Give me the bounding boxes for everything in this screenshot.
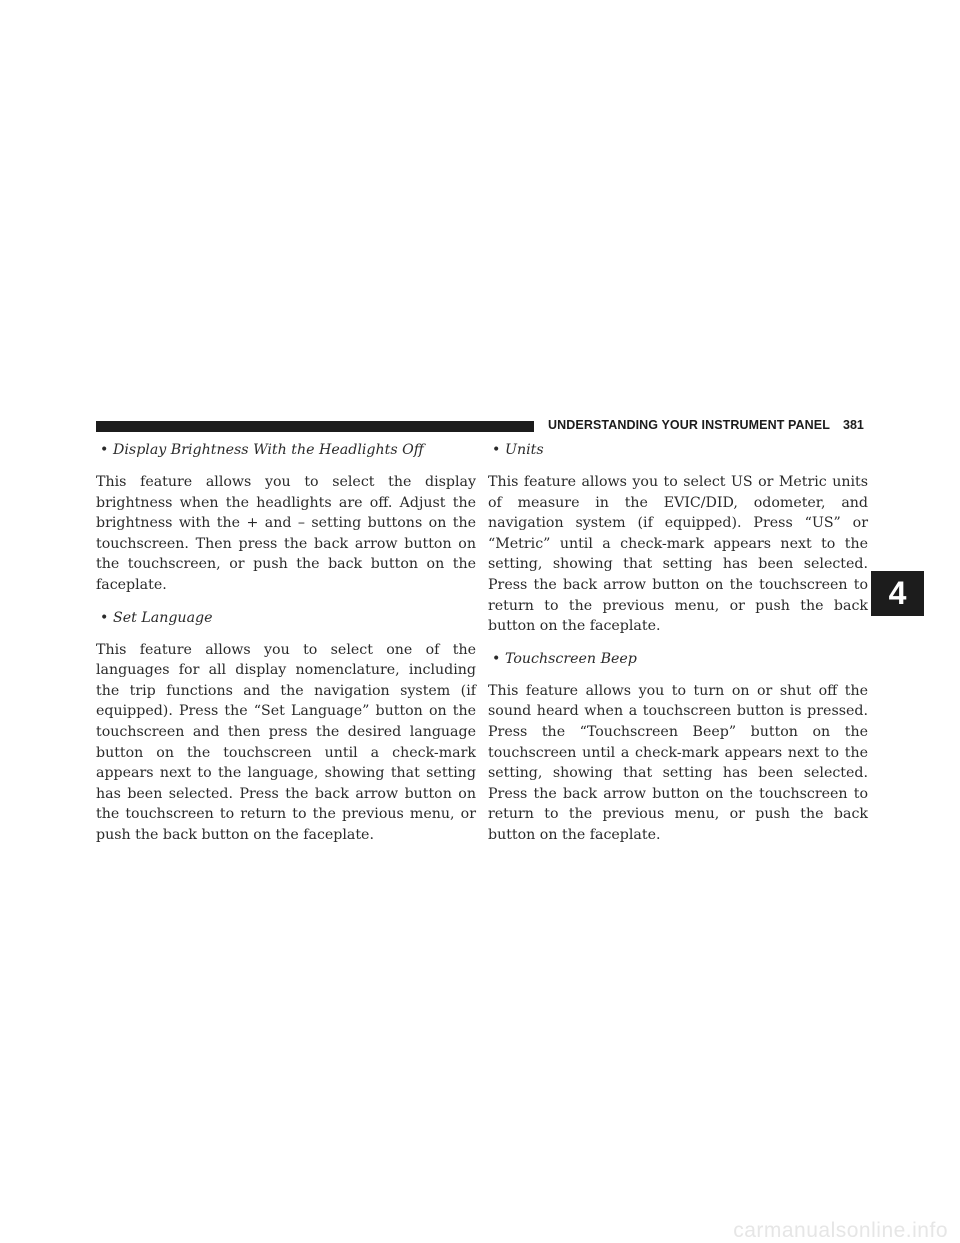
bullet-dot-icon: • xyxy=(100,442,109,458)
section-header-title: UNDERSTANDING YOUR INSTRUMENT PANEL xyxy=(548,418,830,432)
header-rule-bar xyxy=(96,421,534,432)
bullet-heading xyxy=(488,649,868,670)
page-number: 381 xyxy=(843,418,864,432)
left-column xyxy=(96,440,476,858)
chapter-tab: 4 xyxy=(871,571,924,616)
bullet-dot-icon: • xyxy=(100,609,109,626)
body-paragraph: This feature allows you to select the display brightness when the headlights are off. Adjust the brightness with the + and – setting buttons on the touchscreen. Then press the back arrow button on the touchscreen, or push the back button on the faceplate. xyxy=(96,474,476,593)
right-column xyxy=(488,440,868,858)
bullet-heading xyxy=(96,440,476,461)
bullet-heading xyxy=(488,440,868,461)
bullet-heading-text: Display Brightness With the Headlights Off xyxy=(113,442,424,458)
bullet-dot-icon: • xyxy=(492,650,501,667)
footer-watermark: carmanualsonline.info xyxy=(733,1219,948,1242)
body-paragraph: This feature allows you to select US or Metric units of measure in the EVIC/DID, odometer, and navigation system (if equipped). Press “US” or “Metric” until a check-mark appears next to the setting, showing that setting has been selected. Press the back arrow button on the touchscreen to return to the previous menu, or push the back button on the faceplate. xyxy=(488,474,868,635)
bullet-heading-text: Touchscreen Beep xyxy=(505,650,637,667)
body-paragraph: This feature allows you to select one of the languages for all display nomenclature, including the trip functions and the navigation system (if equipped). Press the “Set Language” button on the touchscreen and then press the desired language button on the touchscreen until a check-mark appears next to the language, showing that setting has been selected. Press the back arrow button on the touchscreen to return to the previous menu, or push the back button on the faceplate. xyxy=(96,641,476,843)
body-paragraph: This feature allows you to turn on or shut off the sound heard when a touchscreen button is pressed. Press the “Touchscreen Beep” button on the touchscreen until a check-mark appears next to the setting, showing that setting has been selected. Press the back arrow button on the touchscreen to return to the previous menu, or push the back button on the faceplate. xyxy=(488,682,868,843)
bullet-heading-text: Units xyxy=(505,442,544,458)
bullet-heading-text: Set Language xyxy=(113,609,213,626)
bullet-heading xyxy=(96,608,476,629)
bullet-dot-icon: • xyxy=(492,442,501,458)
